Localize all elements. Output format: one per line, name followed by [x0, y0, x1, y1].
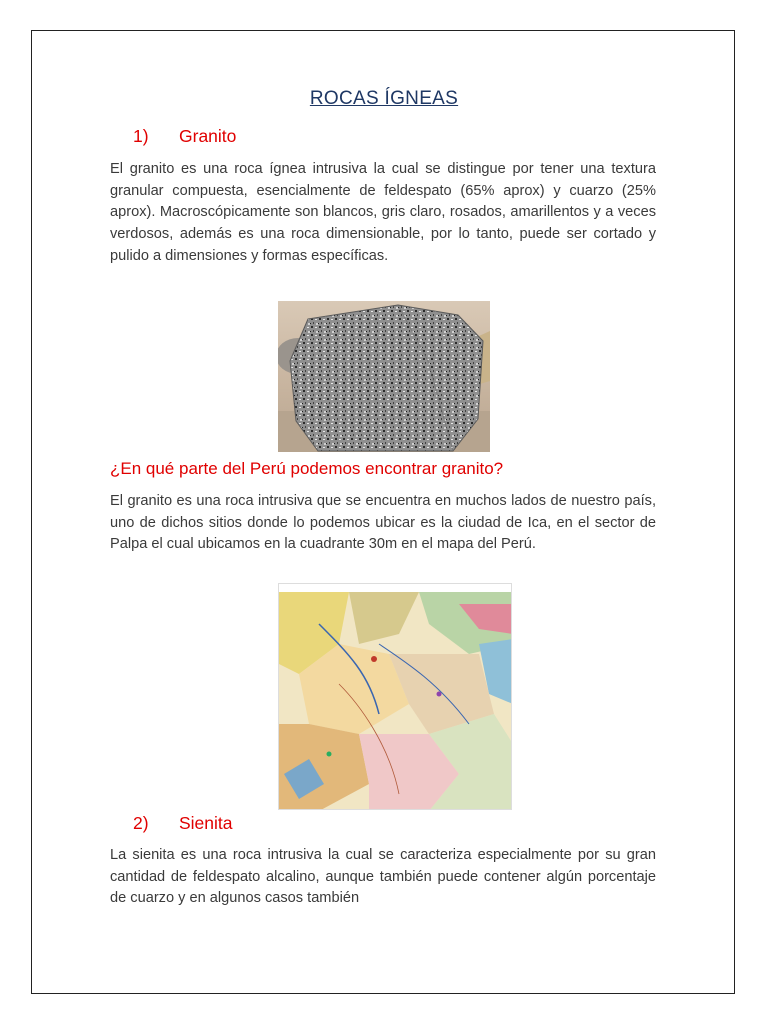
section-title: Granito [179, 126, 237, 146]
document-title: ROCAS ÍGNEAS [309, 88, 459, 109]
granito-paragraph: El granito es una roca ígnea intrusiva la cual se distingue por tener una textura granular compuesta, esencialmente de feldespato (65% aprox) y cuarzo (25% aprox). Macroscópicamente son blancos, gris claro, rosados, amarillentos y a veces verdosos, además es una roca dimensionable, por lo tanto, puede ser cortado y pulido a dimensiones y formas específicas. [110, 161, 656, 264]
question-heading: ¿En qué parte del Perú podemos encontrar granito? [110, 459, 504, 478]
section-heading-sienita [133, 813, 233, 834]
section-heading-granito [133, 126, 236, 147]
geological-map [278, 583, 512, 810]
location-paragraph: El granito es una roca intrusiva que se encuentra en muchos lados de nuestro país, uno de dichos sitios donde lo podemos ubicar es la ciudad de Ica, en el sector de Palpa el cual ubicamos en la cuadrante 30m en el mapa del Perú. [110, 493, 656, 553]
section-number: 1) [133, 126, 149, 146]
granite-rock-photo [278, 301, 490, 452]
sienita-paragraph: La sienita es una roca intrusiva la cual se caracteriza especialmente por su gran cantidad de feldespato alcalino, aunque también puede contener algún porcentaje de cuarzo y en algunos casos también [110, 847, 656, 907]
section-title: Sienita [179, 813, 233, 833]
section-number: 2) [133, 813, 149, 833]
